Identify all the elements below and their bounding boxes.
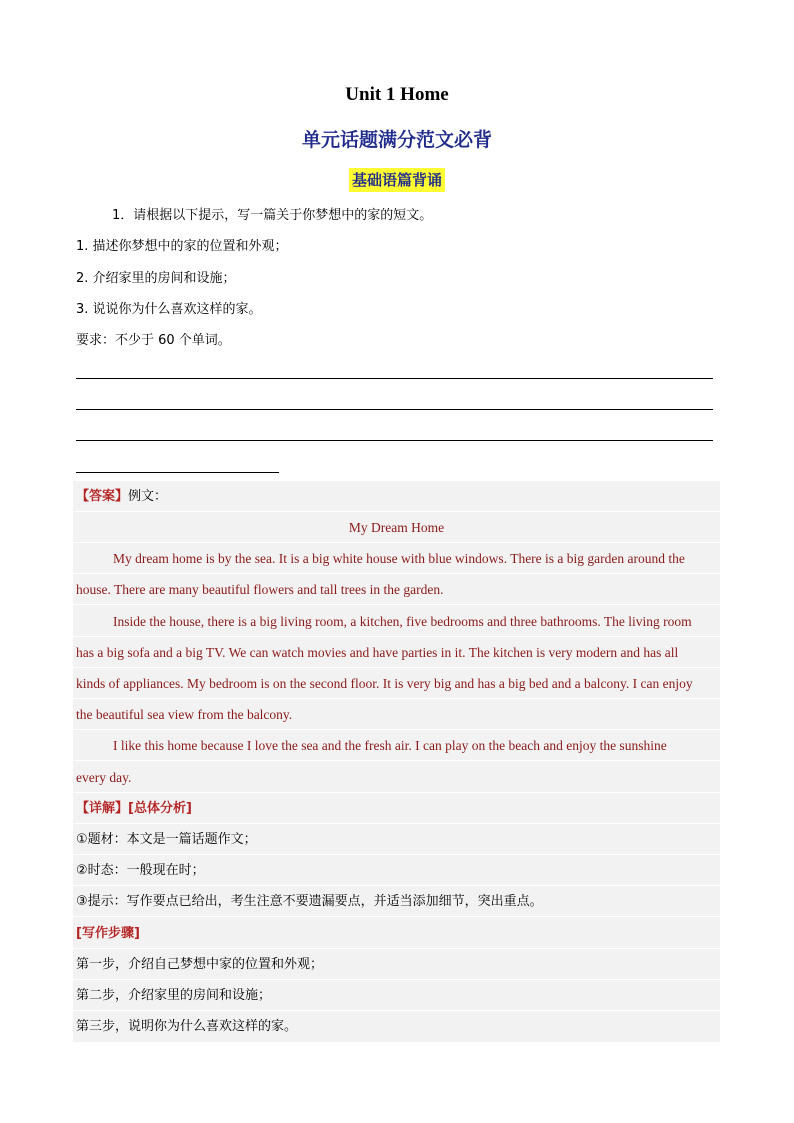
essay-line: the beautiful sea view from the balcony. <box>76 707 293 722</box>
answer-row <box>73 543 720 574</box>
answer-row <box>73 730 720 761</box>
answer-row <box>73 574 720 605</box>
answer-blank-line <box>76 440 713 441</box>
answer-row <box>73 699 720 730</box>
writing-steps-label: [写作步骤] <box>76 926 140 941</box>
answer-label: 【答案】 <box>76 489 129 504</box>
essay-line: every day. <box>76 770 132 785</box>
answer-row <box>73 668 720 699</box>
analysis-item: ①题材：本文是一篇话题作文； <box>76 832 257 847</box>
answer-row <box>73 980 720 1011</box>
answer-blank-line <box>76 378 713 379</box>
essay-line: Inside the house, there is a big living room, a kitchen, five bedrooms and three bathrooms. The living room <box>113 614 692 629</box>
prompt-point-1: 1. 描述你梦想中的家的位置和外观； <box>76 239 288 254</box>
answer-row <box>73 606 720 637</box>
writing-step: 第三步，说明你为什么喜欢这样的家。 <box>76 1019 298 1034</box>
answer-row <box>73 512 720 543</box>
analysis-item: ②时态：一般现在时； <box>76 863 205 878</box>
analysis-item: ③提示：写作要点已给出，考生注意不要遗漏要点，并适当添加细节，突出重点。 <box>76 894 543 909</box>
writing-step: 第一步，介绍自己梦想中家的位置和外观； <box>76 957 324 972</box>
essay-title: My Dream Home <box>348 520 445 535</box>
essay-line: My dream home is by the sea. It is a big white house with blue windows. There is a big garden around the <box>113 551 685 566</box>
answer-row <box>73 886 720 917</box>
prompt-point-3: 3. 说说你为什么喜欢这样的家。 <box>76 302 262 317</box>
prompt-requirement: 要求：不少于 60 个单词。 <box>76 333 231 348</box>
answer-row <box>73 918 720 949</box>
essay-line: has a big sofa and a big TV. We can watch movies and have parties in it. The kitchen is very modern and has all <box>76 645 679 660</box>
answer-row <box>73 949 720 980</box>
answer-row <box>73 793 720 824</box>
answer-box <box>73 481 720 1042</box>
essay-line: kinds of appliances. My bedroom is on the second floor. It is very big and has a big bed and a balcony. I can enjoy <box>76 676 693 691</box>
answer-row <box>73 1011 720 1042</box>
essay-line: house. There are many beautiful flowers and tall trees in the garden. <box>76 582 444 597</box>
answer-blank-line <box>76 409 713 410</box>
writing-step: 第二步，介绍家里的房间和设施； <box>76 988 272 1003</box>
prompt-point-2: 2. 介绍家里的房间和设施； <box>76 271 236 286</box>
page-title: Unit 1 Home <box>345 84 449 105</box>
answer-blank-line <box>76 472 279 473</box>
page-subtitle: 单元话题满分范文必背 <box>301 129 492 151</box>
section-heading-wrap <box>0 168 794 192</box>
essay-line: I like this home because I love the sea and the fresh air. I can play on the beach and enjoy the sunshine <box>113 738 667 753</box>
answer-row <box>73 855 720 886</box>
analysis-overall-label: [总体分析] <box>128 801 192 816</box>
answer-row <box>73 762 720 793</box>
section-heading: 基础语篇背诵 <box>349 168 445 192</box>
answer-row <box>73 637 720 668</box>
answer-label-suffix: 例文： <box>128 489 168 504</box>
prompt-question: 1．请根据以下提示，写一篇关于你梦想中的家的短文。 <box>112 208 433 223</box>
answer-row <box>73 481 720 512</box>
answer-row <box>73 824 720 855</box>
analysis-label: 【详解】 <box>76 801 129 816</box>
